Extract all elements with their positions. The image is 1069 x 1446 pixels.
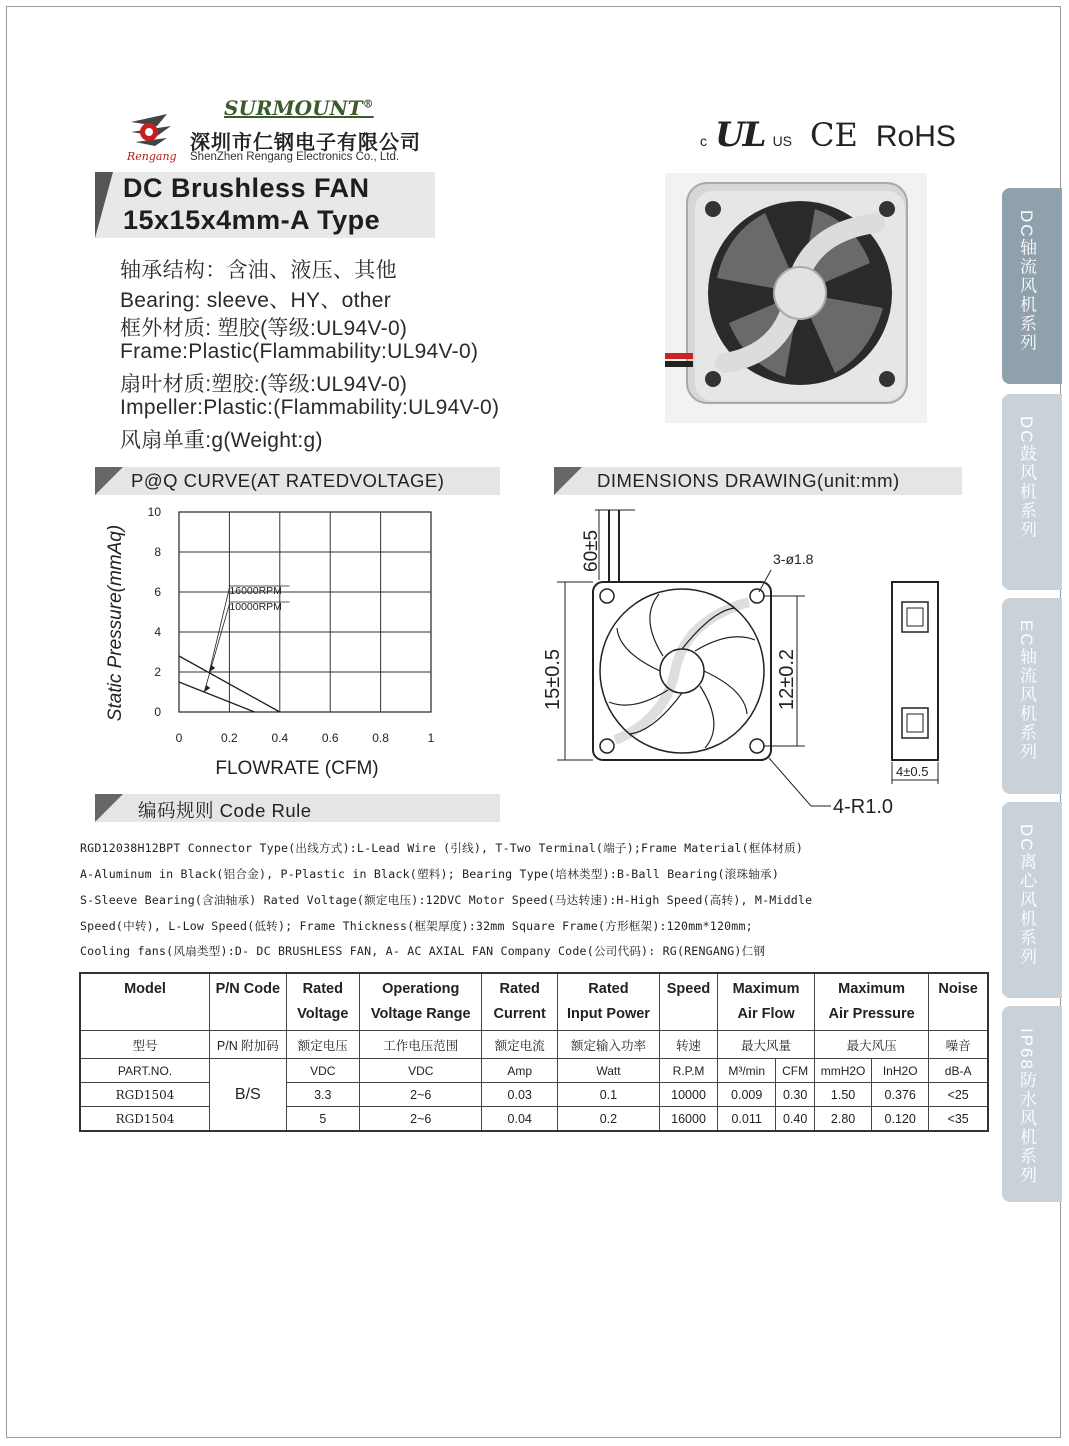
brand-name: SURMOUNT® bbox=[224, 96, 374, 120]
cell-speed: 10000 bbox=[659, 1083, 717, 1107]
product-title-line2: 15x15x4mm-A Type bbox=[123, 205, 381, 235]
chart-x-tick: 0.6 bbox=[321, 731, 339, 745]
cell-pressure-in: 0.120 bbox=[872, 1107, 929, 1132]
logo-wordmark: Rengang bbox=[127, 150, 177, 163]
chart-x-tick: 0.2 bbox=[221, 731, 238, 745]
cell-range: 2~6 bbox=[360, 1107, 482, 1132]
th-cn-pn: P/N 附加码 bbox=[210, 1031, 287, 1059]
pq-curve-chart bbox=[95, 498, 515, 788]
th-cn-op-voltage: 工作电压范围 bbox=[360, 1031, 482, 1059]
th-power: Rated Input Power bbox=[557, 973, 659, 1031]
certification-marks bbox=[700, 115, 956, 155]
chart-x-tick: 0 bbox=[175, 731, 183, 745]
chart-plot-frame bbox=[179, 512, 431, 712]
chart-y-tick: 10 bbox=[147, 505, 161, 519]
th-model: Model bbox=[80, 973, 210, 1031]
table-header-row bbox=[80, 973, 988, 1031]
th-cn-power: 额定输入功率 bbox=[557, 1031, 659, 1059]
sidebar-tab-dc-axial[interactable] bbox=[1002, 188, 1062, 384]
chart-y-tick: 4 bbox=[154, 625, 161, 639]
section-accent bbox=[95, 467, 123, 495]
th-cn-airflow: 最大风量 bbox=[718, 1031, 815, 1059]
dim-thickness: 4±0.5 bbox=[896, 764, 929, 779]
unit-power: Watt bbox=[557, 1059, 659, 1083]
chart-annotation-leader bbox=[204, 604, 229, 692]
code-rule-line: Speed(中转), L-Low Speed(低转); Frame Thickness(框架厚度):32mm Square Frame(方形框架):120mm*120mm; bbox=[80, 919, 753, 933]
unit-airflow-m3: M³/min bbox=[718, 1059, 776, 1083]
th-airflow: Maximum Air Flow bbox=[718, 973, 815, 1031]
section-title-pq: P@Q CURVE(AT RATEDVOLTAGE) bbox=[131, 470, 445, 491]
section-accent bbox=[554, 467, 582, 495]
cell-airflow-cfm: 0.30 bbox=[776, 1083, 815, 1107]
unit-speed: R.P.M bbox=[659, 1059, 717, 1083]
th-cn-current: 额定电流 bbox=[482, 1031, 557, 1059]
th-rated-voltage: Rated Voltage bbox=[286, 973, 359, 1031]
code-rule-line: Cooling fans(风扇类型):D- DC BRUSHLESS FAN, A- AC AXIAL FAN Company Code(公司代码): RG(RENGANG)仁钢 bbox=[80, 944, 766, 958]
chart-y-axis-label: Static Pressure(mmAq) bbox=[105, 524, 126, 722]
chart-grid bbox=[179, 512, 431, 712]
cell-voltage: 3.3 bbox=[286, 1083, 359, 1107]
cell-model: RGD1504 bbox=[80, 1107, 210, 1132]
code-rule-line: RGD12038H12BPT Connector Type(出线方式):L-Lead Wire (引线), T-Two Terminal(端子);Frame Material(框体材质) bbox=[80, 841, 804, 855]
chart-annotation: 10000RPM bbox=[229, 601, 282, 613]
chart-y-tick: 6 bbox=[154, 585, 161, 599]
unit-pressure-mm: mmH2O bbox=[815, 1059, 872, 1083]
product-photo bbox=[665, 173, 927, 423]
th-cn-pressure: 最大风压 bbox=[815, 1031, 929, 1059]
spec-line: Frame:Plastic(Flammability:UL94V-0) bbox=[120, 340, 479, 363]
spec-line: 轴承结构：含油、液压、其他 bbox=[120, 259, 397, 282]
cell-airflow-m3: 0.009 bbox=[718, 1083, 776, 1107]
sidebar-tab-dc-blower[interactable] bbox=[1002, 394, 1062, 590]
sidebar-tab-label: DC离心风机系列 bbox=[1017, 824, 1036, 967]
unit-model: PART.NO. bbox=[80, 1059, 210, 1083]
sidebar-tab-dc-centrifugal[interactable] bbox=[1002, 802, 1062, 998]
spec-line: Impeller:Plastic:(Flammability:UL94V-0) bbox=[120, 396, 500, 419]
chart-x-tick: 0.4 bbox=[271, 731, 289, 745]
rohs-mark: RoHS bbox=[875, 120, 956, 153]
cell-current: 0.03 bbox=[482, 1083, 557, 1107]
cell-speed: 16000 bbox=[659, 1107, 717, 1132]
th-cn-speed: 转速 bbox=[659, 1031, 717, 1059]
th-cn-model: 型号 bbox=[80, 1031, 210, 1059]
cell-noise: <35 bbox=[929, 1107, 988, 1132]
cell-airflow-m3: 0.011 bbox=[718, 1107, 776, 1132]
unit-current: Amp bbox=[482, 1059, 557, 1083]
th-cn-noise: 噪音 bbox=[929, 1031, 988, 1059]
cell-pressure-mm: 2.80 bbox=[815, 1107, 872, 1132]
th-speed: Speed bbox=[659, 973, 717, 1031]
pn-code-cell: B/S bbox=[210, 1059, 287, 1132]
section-title-dim: DIMENSIONS DRAWING(unit:mm) bbox=[597, 470, 900, 491]
cell-airflow-cfm: 0.40 bbox=[776, 1107, 815, 1132]
section-title-code: 编码规则 Code Rule bbox=[138, 800, 312, 821]
chart-x-tick: 1 bbox=[427, 731, 435, 745]
code-rule-line: A-Aluminum in Black(铝合金), P-Plastic in Black(塑料); Bearing Type(培林类型):B-Ball Bearing(滚珠轴承) bbox=[80, 867, 780, 881]
ul-us-mark: US bbox=[772, 133, 793, 149]
th-op-voltage: Operationg Voltage Range bbox=[360, 973, 482, 1031]
chart-y-tick: 8 bbox=[154, 545, 161, 559]
spec-line: 框外材质: 塑胶(等级:UL94V-0) bbox=[120, 317, 408, 340]
company-name-cn: 深圳市仁钢电子有限公司 bbox=[190, 130, 421, 154]
cell-noise: <25 bbox=[929, 1083, 988, 1107]
company-name-en: ShenZhen Rengang Electronics Co., Ltd. bbox=[190, 151, 400, 163]
th-pn: P/N Code bbox=[210, 973, 287, 1031]
spec-table bbox=[79, 972, 989, 1132]
dim-holes: 3-ø1.8 bbox=[773, 551, 814, 567]
unit-rated-voltage: VDC bbox=[286, 1059, 359, 1083]
chart-x-tick: 0.8 bbox=[372, 731, 389, 745]
spec-line: Bearing: sleeve、HY、other bbox=[120, 289, 391, 312]
cell-power: 0.2 bbox=[557, 1107, 659, 1132]
sidebar-tab-ip68[interactable] bbox=[1002, 1006, 1062, 1202]
cell-current: 0.04 bbox=[482, 1107, 557, 1132]
chart-annotation-leader bbox=[209, 588, 229, 672]
unit-op-voltage: VDC bbox=[360, 1059, 482, 1083]
chart-series-line bbox=[179, 682, 255, 712]
table-unit-row bbox=[80, 1059, 988, 1083]
chart-series bbox=[179, 585, 289, 712]
unit-pressure-in: InH2O bbox=[872, 1059, 929, 1083]
dim-outer: 15±0.5 bbox=[542, 648, 564, 710]
dimensions-drawing bbox=[535, 500, 965, 830]
cell-power: 0.1 bbox=[557, 1083, 659, 1107]
chart-ticks bbox=[148, 505, 435, 745]
chart-y-tick: 2 bbox=[154, 665, 161, 679]
sidebar-tab-label: EC轴流风机系列 bbox=[1017, 620, 1036, 762]
spec-line: 风扇单重:g(Weight:g) bbox=[120, 429, 323, 452]
dim-hole-pitch: 12±0.2 bbox=[776, 648, 798, 710]
product-title-line1: DC Brushless FAN bbox=[123, 173, 370, 203]
dim-wire-length: 60±5 bbox=[581, 529, 602, 572]
unit-noise: dB-A bbox=[929, 1059, 988, 1083]
title-accent bbox=[95, 172, 113, 238]
ul-c-mark: c bbox=[700, 133, 707, 149]
chart-x-axis-label: FLOWRATE (CFM) bbox=[215, 758, 379, 779]
chart-y-tick: 0 bbox=[154, 705, 161, 719]
sidebar-tab-label: DC鼓风机系列 bbox=[1017, 416, 1036, 540]
spec-line: 扇叶材质:塑胶:(等级:UL94V-0) bbox=[120, 373, 408, 396]
th-noise: Noise bbox=[929, 973, 988, 1031]
ul-mark: UL bbox=[715, 115, 765, 155]
ce-mark: CE bbox=[810, 116, 858, 154]
cell-pressure-in: 0.376 bbox=[872, 1083, 929, 1107]
dim-corner-radius: 4-R1.0 bbox=[833, 796, 894, 818]
cell-pressure-mm: 1.50 bbox=[815, 1083, 872, 1107]
th-cn-rated-voltage: 额定电压 bbox=[286, 1031, 359, 1059]
sidebar-tab-label: IP68防水风机系列 bbox=[1017, 1028, 1036, 1185]
cell-voltage: 5 bbox=[286, 1107, 359, 1132]
table-cn-header-row bbox=[80, 1031, 988, 1059]
sidebar-tab-ec-axial[interactable] bbox=[1002, 598, 1062, 794]
sidebar-tab-label: DC轴流风机系列 bbox=[1017, 210, 1036, 353]
th-pressure: Maximum Air Pressure bbox=[815, 973, 929, 1031]
chart-annotation: 16000RPM bbox=[229, 585, 282, 597]
cell-model: RGD1504 bbox=[80, 1083, 210, 1107]
unit-airflow-cfm: CFM bbox=[776, 1059, 815, 1083]
cell-range: 2~6 bbox=[360, 1083, 482, 1107]
code-rule-line: S-Sleeve Bearing(含油轴承) Rated Voltage(额定电压):12DVC Motor Speed(马达转速):H-High Speed(高转), M-Middle bbox=[80, 893, 813, 907]
th-current: Rated Current bbox=[482, 973, 557, 1031]
section-accent bbox=[95, 794, 123, 822]
